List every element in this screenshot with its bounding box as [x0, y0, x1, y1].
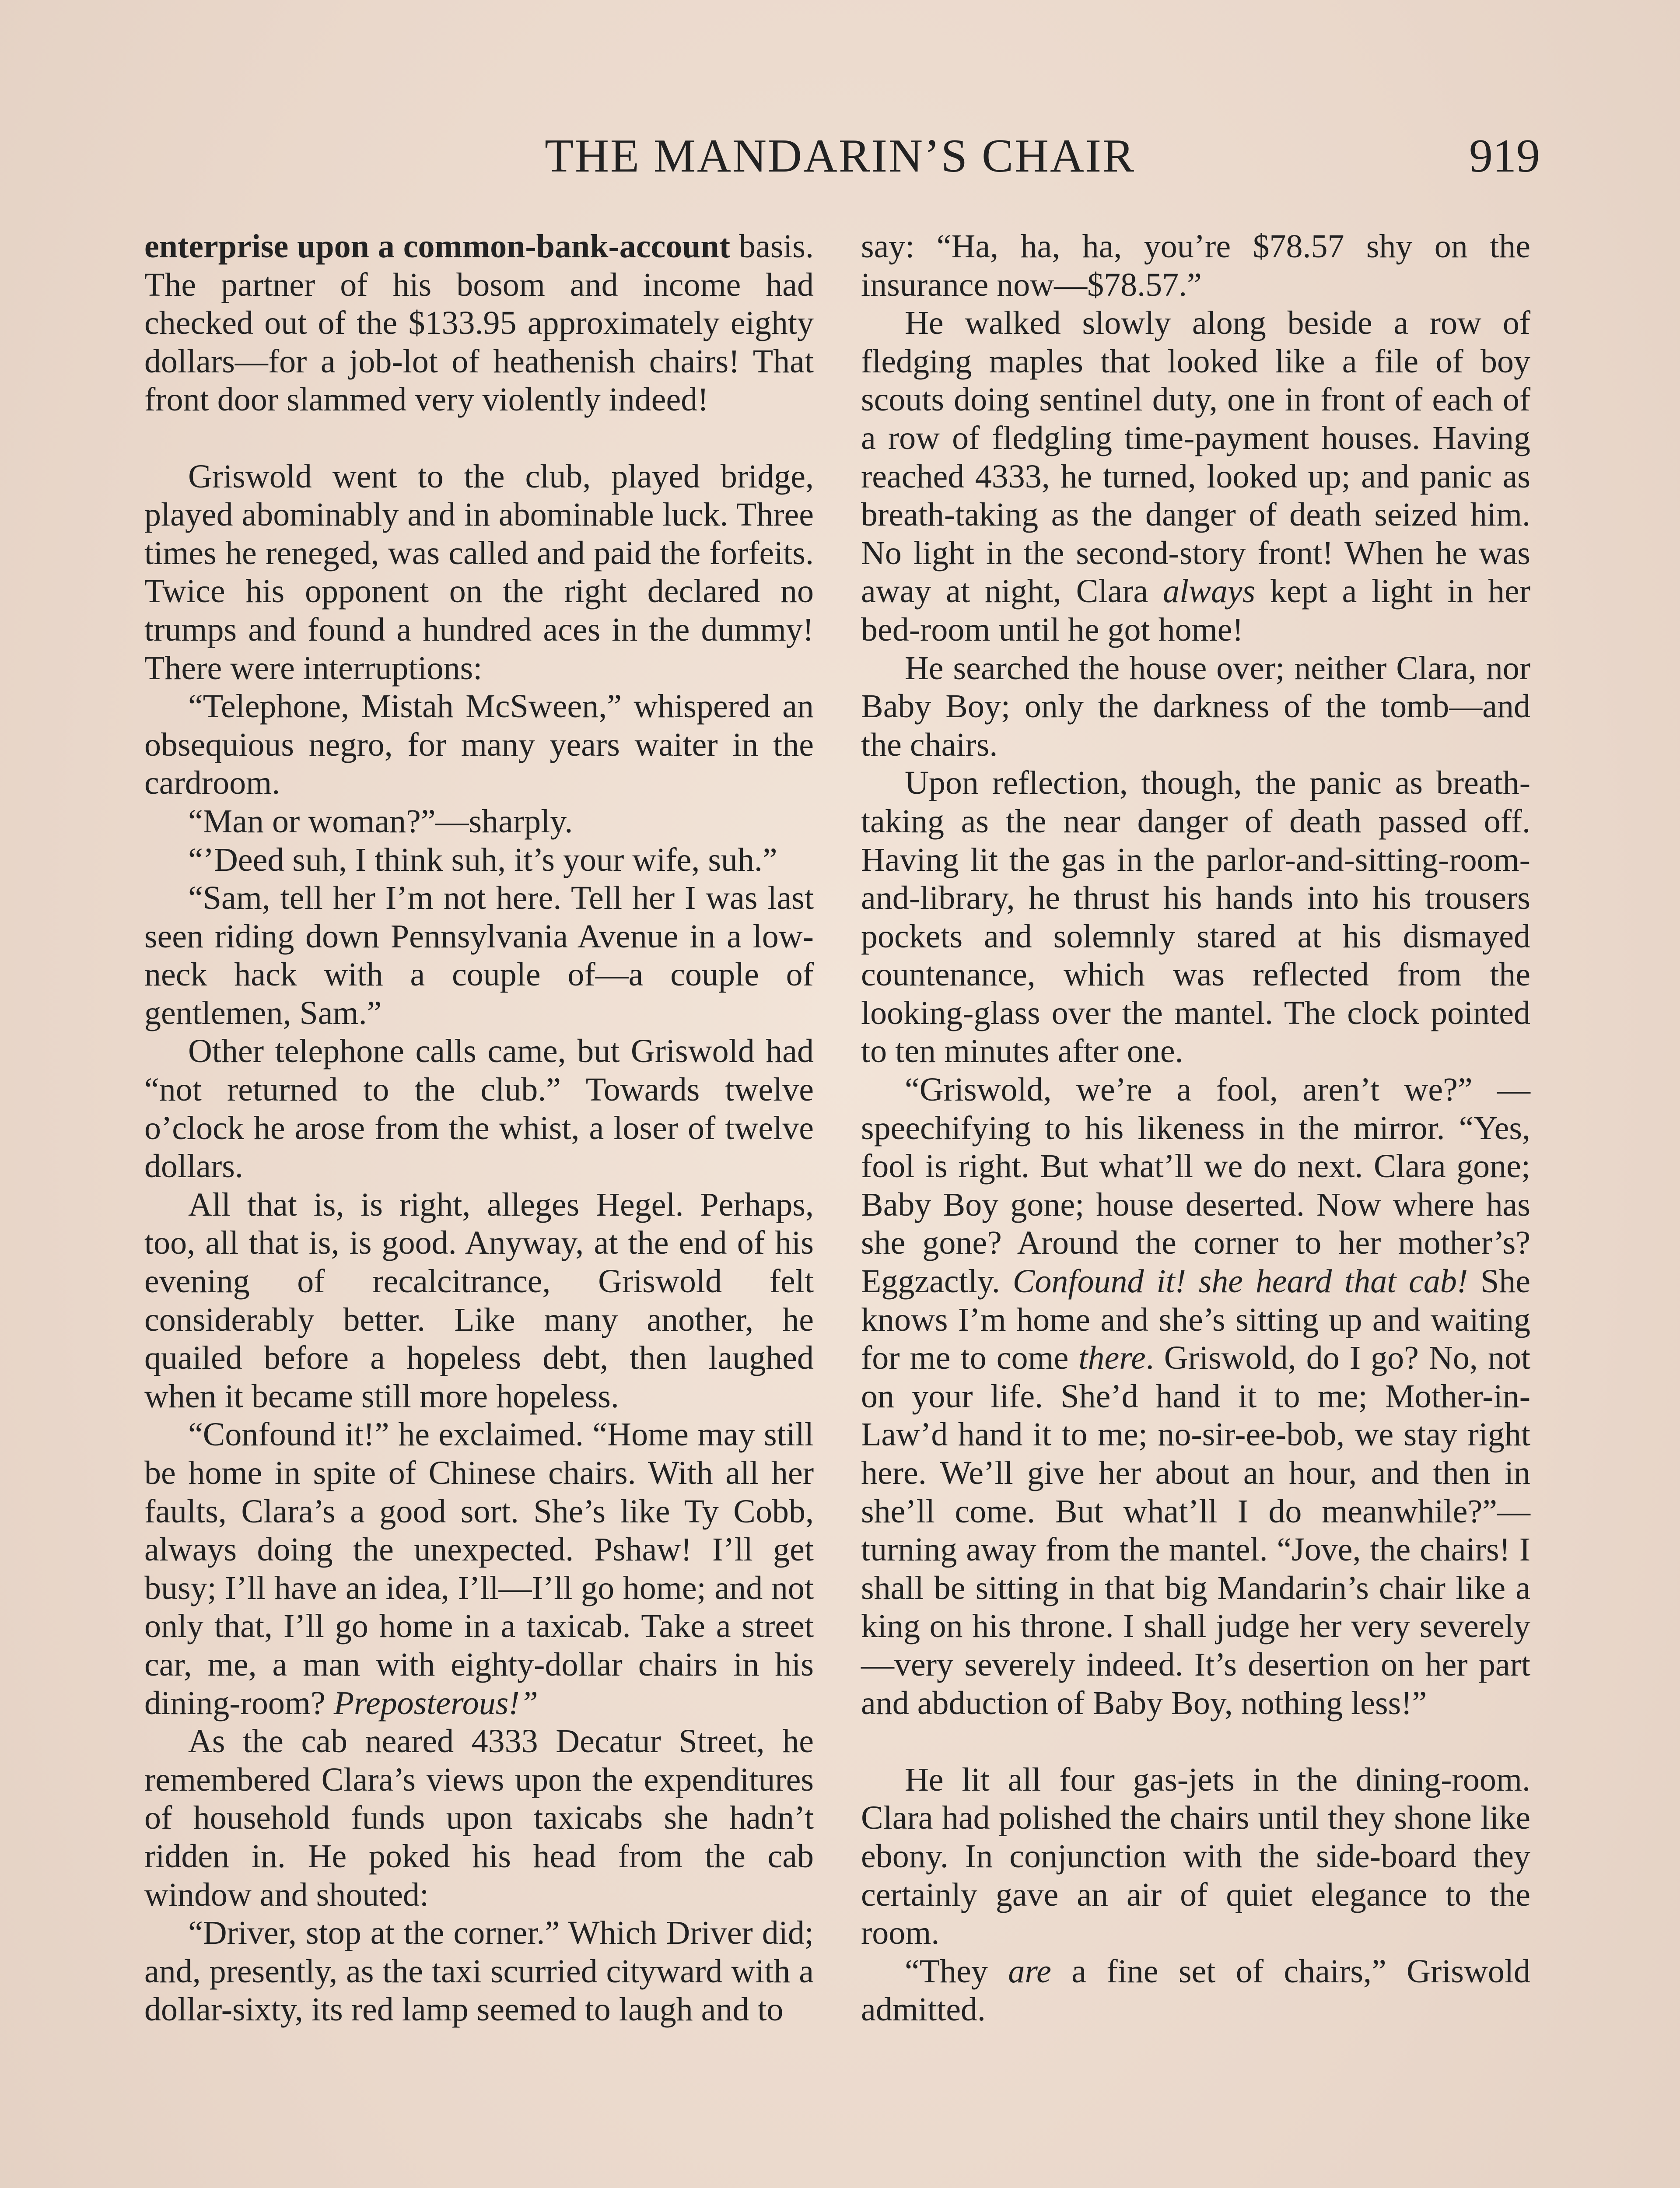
paragraph: say: “Ha, ha, ha, you’re $78.57 shy on the insurance now—$78.57.”: [861, 228, 1530, 303]
paragraph-text: kept a light in her bed-room until he got home!: [861, 573, 1531, 648]
paragraph-text: She knows I’m home and she’s sitting up and waiting for me to come: [861, 1263, 1531, 1377]
paragraph-text: a fine set of chairs,” Griswold admitted.: [861, 1953, 1531, 2028]
paragraph: [861, 1953, 1530, 2029]
left-column: [144, 228, 814, 2029]
paragraph-text: “Confound it!” he exclaimed. “Home may still be home in spite of Chinese chairs. With all her faults, Clara’s a good sort. She’s like Ty Cobb, always doing the unexpected. Pshaw! I’ll get busy; I’ll have an idea, I’ll—I’ll go home; and not only that, I’ll go home in a taxicab. Take a street car, me, a man with eighty-dollar chairs in his dining-room?: [144, 1416, 814, 1722]
paragraph: He searched the house over; neither Clara, nor Baby Boy; only the darkness of the tomb—and the chairs.: [861, 649, 1530, 763]
paragraph: [144, 228, 814, 419]
paragraph-text: . Griswold, do I go? No, not on your life. She’d hand it to me; Mother-in-Law’d hand it to me; no-sir-ee-bob, we stay right here. We’ll give her about an hour, and then in she’ll come. But what’ll I do meanwhile?”—turning away from the mantel. “Jove, the chairs! I shall be sitting in that big Mandarin’s chair like a king on his throne. I shall judge her very severely—very severely indeed. It’s desertion on her part and abduction of Baby Boy, nothing less!”: [861, 1339, 1530, 1722]
paragraph: He lit all four gas-jets in the dining-room. Clara had polished the chairs until they shone like ebony. In conjunction with the side-board they certainly gave an air of quiet elegance to the room.: [861, 1761, 1530, 1952]
italic-text: Confound it! she heard that cab!: [1012, 1263, 1468, 1300]
paragraph: “Man or woman?”—sharply.: [188, 803, 573, 840]
paragraph: As the cab neared 4333 Decatur Street, he remembered Clara’s views upon the expenditures of household funds upon taxicabs she hadn’t ridden in. He poked his head from the cab window and shouted:: [144, 1723, 814, 1913]
running-header: [140, 125, 1540, 195]
italic-text: always: [1163, 573, 1256, 610]
page-number: 919: [1469, 130, 1540, 182]
page-title: THE MANDARIN’S CHAIR: [545, 130, 1135, 182]
paragraph: “Driver, stop at the corner.” Which Driver did; and, presently, as the taxi scurried cityward with a dollar-sixty, its red lamp seemed to laugh and to: [144, 1914, 814, 2028]
italic-text: are: [1008, 1953, 1051, 1990]
paragraph: [144, 1416, 814, 1722]
right-column: [861, 228, 1530, 2029]
paragraph-text: “Griswold, we’re a fool, aren’t we?” —speechifying to his likeness in the mirror. “Yes, fool is right. But what’ll we do next. Clara gone; Baby Boy gone; house deserted. Now where has she gone? Around the corner to her mother’s? Eggzactly.: [861, 1071, 1530, 1300]
paragraph-opening: enterprise upon a common-bank-account: [144, 228, 731, 265]
paragraph: “’Deed suh, I think suh, it’s your wife, suh.”: [188, 841, 777, 878]
paragraph: All that is, is right, alleges Hegel. Perhaps, too, all that is, is good. Anyway, at the end of his evening of recalcitrance, Griswold felt considerably better. Like many another, he quailed before a hopeless debt, then laughed when it became still more hopeless.: [144, 1186, 814, 1415]
paragraph-text: He walked slowly along beside a row of fledging maples that looked like a file of boy scouts doing sentinel duty, one in front of each of a row of fledgling time-payment houses. Having reached 4333, he turned, looked up; and panic as breath-taking as the danger of death seized him. No light in the second-story front! When he was away at night, Clara: [861, 305, 1530, 610]
italic-text: Preposterous!”: [333, 1684, 538, 1722]
paragraph: “Telephone, Mistah McSween,” whispered an obsequious negro, for many years waiter in the cardroom.: [144, 688, 814, 802]
paragraph: [861, 304, 1530, 649]
paragraph: Upon reflection, though, the panic as breath-taking as the near danger of death passed off. Having lit the gas in the parlor-and-sitting-room-and-library, he thrust his hands into his trousers pockets and solemnly stared at his dismayed countenance, which was reflected from the looking-glass over the mantel. The clock pointed to ten minutes after one.: [861, 764, 1530, 1070]
paragraph-text: “They: [905, 1953, 988, 1990]
italic-text: there: [1078, 1339, 1146, 1377]
paragraph: Griswold went to the club, played bridge, played abominably and in abominable luck. Three times he reneged, was called and paid the forfeits. Twice his opponent on the right declared no trumps and found a hundred aces in the dummy! There were interruptions:: [144, 458, 814, 687]
paragraph: Other telephone calls came, but Griswold had “not returned to the club.” Towards twelve o’clock he arose from the whist, a loser of twelve dollars.: [144, 1033, 814, 1185]
paragraph: [861, 1071, 1530, 1722]
paragraph: “Sam, tell her I’m not here. Tell her I was last seen riding down Pennsylvania Avenue in a low-neck hack with a couple of—a couple of gentlemen, Sam.”: [144, 880, 814, 1031]
paragraph-text: basis. The partner of his bosom and income had checked out of the $133.95 approximately eighty dollars—for a job-lot of heathenish chairs! That front door slammed very violently indeed!: [144, 228, 814, 418]
